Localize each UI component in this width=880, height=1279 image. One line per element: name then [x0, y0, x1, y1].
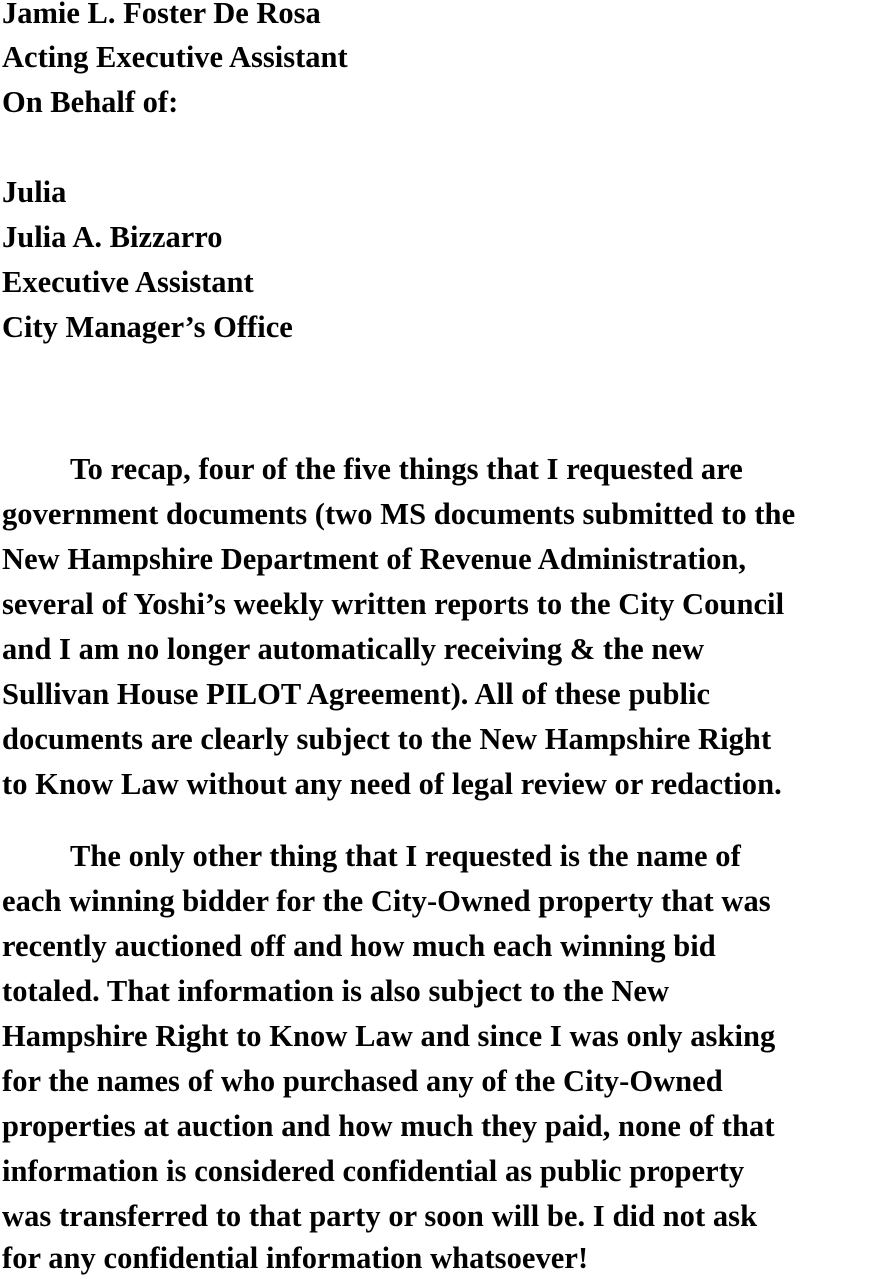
paragraph-line: information is considered confidential as public property: [2, 1154, 745, 1188]
paragraph-line: for the names of who purchased any of the City-Owned: [2, 1064, 723, 1098]
paragraph-line: and I am no longer automatically receiving & the new: [2, 632, 705, 666]
paragraph-line: Sullivan House PILOT Agreement). All of these public: [2, 677, 711, 711]
signature-office: City Manager’s Office: [2, 310, 293, 344]
paragraph-line: to Know Law without any need of legal review or redaction.: [2, 767, 782, 801]
paragraph-line: properties at auction and how much they paid, none of that: [2, 1109, 775, 1143]
signature-position: Executive Assistant: [2, 265, 254, 299]
paragraph-line: several of Yoshi’s weekly written reports to the City Council: [2, 587, 785, 621]
paragraph-line: Hampshire Right to Know Law and since I was only asking: [2, 1019, 776, 1053]
paragraph-line: for any confidential information whatsoever!: [2, 1241, 589, 1275]
paragraph-line: documents are clearly subject to the New Hampshire Right: [2, 722, 772, 756]
paragraph-line: totaled. That information is also subject to the New: [2, 974, 670, 1008]
paragraph-line: each winning bidder for the City-Owned property that was: [2, 884, 771, 918]
signature-full-name: Julia A. Bizzarro: [2, 220, 223, 254]
signature-name: Jamie L. Foster De Rosa: [2, 0, 321, 30]
paragraph-line: The only other thing that I requested is the name of: [70, 839, 741, 873]
signature-on-behalf: On Behalf of:: [2, 85, 179, 119]
paragraph-line: was transferred to that party or soon will be. I did not ask: [2, 1199, 758, 1233]
paragraph-line: government documents (two MS documents submitted to the: [2, 497, 796, 531]
paragraph-line: To recap, four of the five things that I requested are: [70, 452, 743, 486]
signature-title: Acting Executive Assistant: [2, 40, 348, 74]
paragraph-line: New Hampshire Department of Revenue Administration,: [2, 542, 747, 576]
signature-first-name: Julia: [2, 175, 67, 209]
paragraph-line: recently auctioned off and how much each winning bid: [2, 929, 716, 963]
